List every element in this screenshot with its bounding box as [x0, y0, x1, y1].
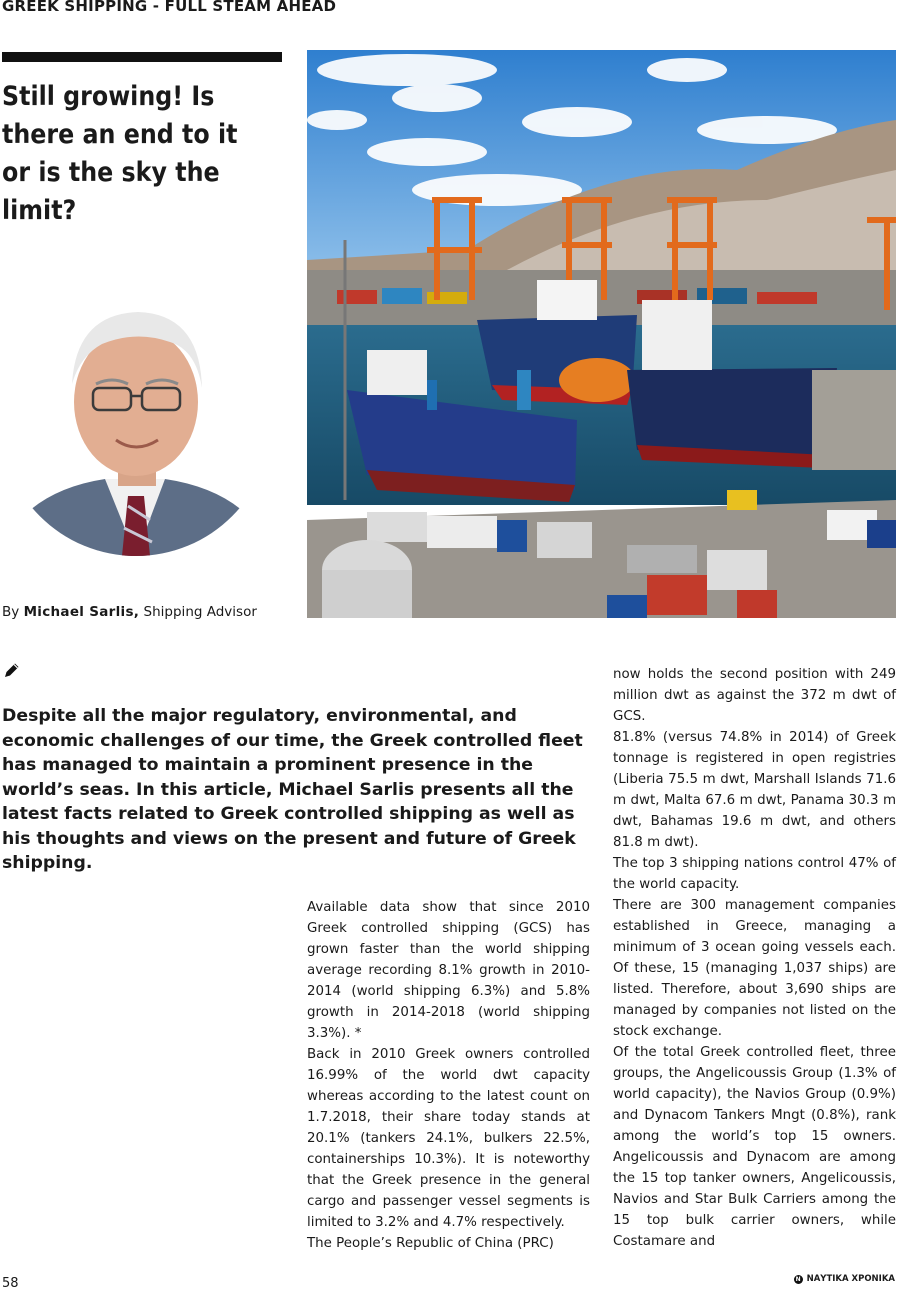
port-photo	[307, 50, 896, 618]
body-paragraph: Of the total Greek controlled fleet, three groups, the Angelicoussis Group (1.3% of world capacity), the Navios Group (0.9%) and Dynacom Tankers Mngt (0.8%), rank among the world’s top 15 owners. Angelicoussis and Dynacom are among the 15 top tanker owners, Angelicoussis, Navios and Star Bulk Carriers among the 15 top bulk carrier owners, while Costamare and	[613, 1045, 896, 1249]
section-title: GREEK SHIPPING - FULL STEAM AHEAD	[2, 0, 337, 15]
port-photo-drawing	[307, 50, 896, 618]
article-lead: Despite all the major regulatory, environmental, and economic challenges of our time, the Greek controlled fleet has managed to maintain a prominent presence in the world’s seas. In this article, Michael Sarlis presents all the latest facts related to Greek controlled shipping as well as his thoughts and views on the present and future of Greek shipping.	[2, 706, 583, 873]
byline	[2, 604, 257, 620]
magazine-name: ΝΑΥΤΙΚΑ ΧΡΟΝΙΚΑ	[806, 1274, 895, 1284]
page-number: 58	[2, 1276, 19, 1291]
magazine-logo-icon: Ν	[795, 1275, 801, 1283]
byline-author: Michael Sarlis,	[23, 604, 140, 620]
author-portrait-drawing	[0, 284, 272, 556]
title-rule	[2, 52, 282, 62]
body-paragraph: 81.8% (versus 74.8% in 2014) of Greek tonnage is registered in open registries (Liberia 75.5 m dwt, Marshall Islands 71.6 m dwt, Malta 67.6 m dwt, Panama 30.3 m dwt, Bahamas 19.6 m dwt, and others 81.8 m dwt).	[613, 730, 896, 850]
body-paragraph: The top 3 shipping nations control 47% of the world capacity.	[613, 856, 896, 892]
author-portrait	[0, 284, 272, 556]
pencil-icon	[2, 660, 22, 680]
body-paragraph: There are 300 management companies established in Greece, managing a minimum of 3 ocean going vessels each. Of these, 15 (managing 1,037 ships) are listed. Therefore, about 3,690 ships are managed by companies not listed on the stock exchange.	[613, 898, 896, 1039]
body-column-2	[613, 664, 896, 1252]
byline-prefix: By	[2, 604, 20, 620]
body-paragraph: Available data show that since 2010 Greek controlled shipping (GCS) has grown faster than the world shipping average recording 8.1% growth in 2010-2014 (world shipping 6.3%) and 5.8% growth in 2014-2018 (world shipping 3.3%). *	[307, 900, 590, 1041]
body-paragraph: The People’s Republic of China (PRC)	[307, 1236, 554, 1251]
article-headline: Still growing! Is there an end to it or is the sky the limit?	[2, 81, 238, 226]
body-column-1	[307, 897, 590, 1254]
byline-role: Shipping Advisor	[143, 604, 257, 620]
magazine-footer	[794, 1274, 895, 1284]
body-paragraph: now holds the second position with 249 million dwt as against the 372 m dwt of GCS.	[613, 667, 896, 724]
body-paragraph: Back in 2010 Greek owners controlled 16.99% of the world dwt capacity whereas according to the latest count on 1.7.2018, their share today stands at 20.1% (tankers 24.1%, bulkers 22.5%, containerships 10.3%). It is noteworthy that the Greek presence in the general cargo and passenger vessel segments is limited to 3.2% and 4.7% respectively.	[307, 1047, 590, 1230]
